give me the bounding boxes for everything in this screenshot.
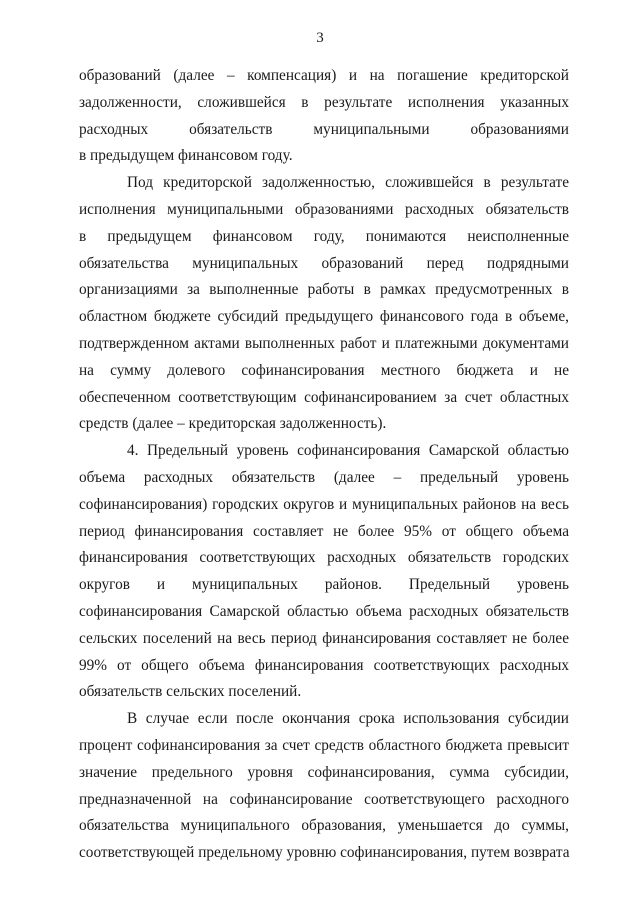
text-line: обязательств сельских поселений.: [79, 683, 302, 701]
text-line: процент софинансирования за счет средств областного бюджета превысит: [79, 736, 569, 754]
text-line: обеспеченном соответствующим софинансированием за счет областных: [79, 388, 569, 406]
paragraph: [79, 438, 569, 706]
text-line: В случае если после окончания срока использования субсидии: [127, 710, 569, 728]
text-line: значение предельного уровня софинансирования, сумма субсидии,: [79, 763, 569, 781]
page-number: 3: [316, 30, 324, 46]
text-line: объема расходных обязательств (далее – предельный уровень: [79, 468, 569, 486]
text-line: 99% от общего объема финансирования соответствующих расходных: [79, 656, 569, 674]
paragraph: [79, 170, 569, 438]
text-line: софинансирования Самарской областью объема расходных обязательств: [79, 602, 569, 620]
text-line: расходных обязательств муниципальными образованиями: [79, 120, 569, 138]
text-line: на сумму долевого софинансирования местного бюджета и не: [79, 361, 569, 379]
text-line: образований (далее – компенсация) и на погашение кредиторской: [79, 67, 569, 84]
text-line: в предыдущем финансовом году.: [79, 147, 293, 165]
text-line: Под кредиторской задолженностью, сложившейся в результате: [127, 174, 569, 192]
text-line: соответствующей предельному уровню софинансирования, путем возврата: [79, 844, 570, 862]
text-line: в предыдущем финансовом году, понимаются неисполненные: [79, 227, 569, 245]
paragraph: [79, 706, 569, 867]
text-line: сельских поселений на весь период финансирования составляет не более: [79, 629, 569, 647]
text-line: задолженности, сложившейся в результате исполнения указанных: [79, 93, 569, 111]
text-line: исполнения муниципальными образованиями расходных обязательств: [79, 200, 569, 218]
text-line: 4. Предельный уровень софинансирования Самарской областью: [127, 442, 569, 460]
text-line: средств (далее – кредиторская задолженность).: [79, 415, 387, 433]
text-line: финансирования соответствующих расходных обязательств городских: [79, 549, 569, 567]
text-line: предназначенной на софинансирование соответствующего расходного: [79, 790, 569, 808]
document-body: [79, 63, 569, 867]
text-line: обязательства муниципального образования, уменьшается до суммы,: [79, 817, 569, 835]
text-line: организациями за выполненные работы в рамках предусмотренных в: [79, 281, 569, 299]
text-line: областном бюджете субсидий предыдущего финансового года в объеме,: [79, 308, 569, 326]
text-line: период финансирования составляет не более 95% от общего объема: [79, 522, 569, 540]
paragraph: [79, 63, 569, 170]
text-line: обязательства муниципальных образований перед подрядными: [79, 254, 569, 272]
text-line: подтвержденном актами выполненных работ и платежными документами: [79, 334, 569, 352]
text-line: округов и муниципальных районов. Предельный уровень: [79, 576, 569, 594]
text-line: софинансирования) городских округов и муниципальных районов на весь: [79, 495, 569, 513]
